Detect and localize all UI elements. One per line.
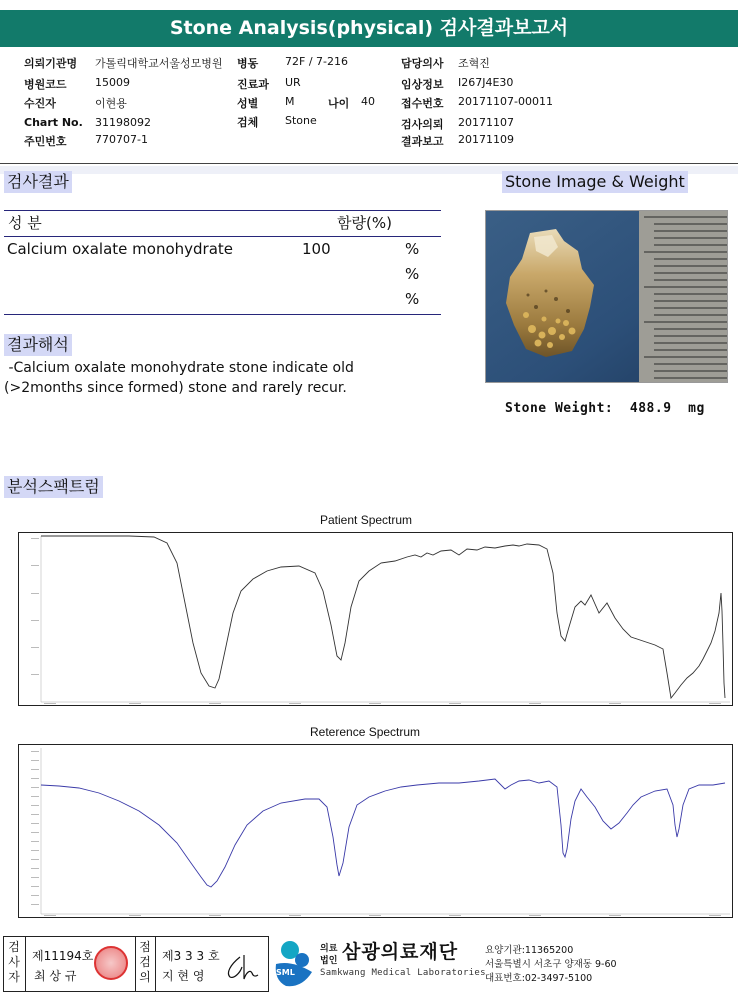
reviewer-license-no: 제3 3 3 호 bbox=[162, 949, 220, 963]
sml-logo-icon bbox=[272, 938, 316, 990]
result-amount: 100 bbox=[302, 240, 331, 258]
value-requesting-institution: 가톨릭대학교서울성모병원 bbox=[95, 57, 223, 70]
value-request-date: 20171107 bbox=[458, 116, 514, 129]
value-sex: M bbox=[285, 95, 295, 108]
org-name: 삼광의료재단 bbox=[342, 941, 459, 963]
result-component: Calcium oxalate monohydrate bbox=[7, 240, 234, 258]
divider-1 bbox=[25, 937, 26, 991]
value-doctor: 조혁진 bbox=[458, 57, 490, 70]
interpretation-line-1: -Calcium oxalate monohydrate stone indicate old bbox=[4, 360, 354, 376]
table-header-rule bbox=[4, 236, 441, 237]
label-sex: 성별 bbox=[237, 97, 259, 110]
divider-3 bbox=[155, 937, 156, 991]
value-chart-no: 31198092 bbox=[95, 116, 151, 129]
label-chart-no: Chart No. bbox=[24, 116, 83, 129]
value-specimen: Stone bbox=[285, 114, 317, 127]
value-report-date: 20171109 bbox=[458, 133, 514, 146]
header-divider bbox=[0, 163, 738, 164]
header-info bbox=[0, 0, 738, 160]
label-age: 나이 bbox=[328, 97, 350, 110]
stone-weight: Stone Weight: 488.9 mg bbox=[505, 401, 705, 416]
label-resident-no: 주민번호 bbox=[24, 135, 67, 148]
table-top-rule bbox=[4, 210, 441, 211]
reviewer-name: 지 현 영 bbox=[162, 969, 205, 983]
value-clinical-info: I267J4E30 bbox=[458, 76, 514, 89]
org-prefix-top: 의료 bbox=[320, 944, 338, 954]
org-institution-code: 요양기관:11365200 bbox=[485, 945, 574, 956]
org-address: 서울특별시 서초구 양재동 9-60 bbox=[485, 959, 617, 970]
value-resident-no: 770707-1 bbox=[95, 133, 148, 146]
label-ward: 병동 bbox=[237, 57, 259, 70]
column-header-component: 성 분 bbox=[8, 214, 42, 232]
column-header-amount: 함량(%) bbox=[337, 214, 392, 232]
org-phone: 대표번호:02-3497-5100 bbox=[485, 973, 593, 984]
value-age: 40 bbox=[361, 95, 375, 108]
result-unit: % bbox=[405, 290, 420, 308]
label-department: 진료과 bbox=[237, 78, 269, 91]
patient-spectrum-chart bbox=[18, 532, 733, 706]
inspector-name: 최 상 규 bbox=[34, 969, 77, 983]
footer bbox=[0, 928, 738, 1002]
result-unit: % bbox=[405, 240, 420, 258]
reviewer-label: 점검의 bbox=[139, 940, 151, 984]
result-unit: % bbox=[405, 265, 420, 283]
reference-spectrum-title: Reterence Spectrum bbox=[310, 725, 421, 739]
inspector-license-no: 제11194호 bbox=[32, 949, 94, 963]
patient-spectrum-plot bbox=[19, 533, 732, 705]
reviewer-signature bbox=[222, 951, 262, 985]
label-patient-name: 수진자 bbox=[24, 97, 56, 110]
label-requesting-institution: 의뢰기관명 bbox=[24, 57, 78, 70]
patient-spectrum-title: Patient Spectrum bbox=[320, 513, 413, 527]
logo-text: SML bbox=[276, 968, 295, 977]
label-report-date: 결과보고 bbox=[401, 135, 444, 148]
org-prefix-bottom: 법인 bbox=[320, 956, 338, 966]
value-hospital-code: 15009 bbox=[95, 76, 130, 89]
reference-spectrum-chart bbox=[18, 744, 733, 918]
inspector-seal bbox=[94, 946, 128, 980]
label-request-date: 검사의뢰 bbox=[401, 118, 444, 131]
report-title: Stone Analysis(physical) 검사결과보고서 bbox=[0, 10, 738, 47]
value-receipt-no: 20171107-00011 bbox=[458, 95, 553, 108]
label-specimen: 검체 bbox=[237, 116, 259, 129]
table-bottom-rule bbox=[4, 314, 441, 315]
label-receipt-no: 접수번호 bbox=[401, 97, 444, 110]
value-ward: 72F / 7-216 bbox=[285, 55, 348, 68]
interpretation-section-title: 결과해석 bbox=[4, 334, 72, 356]
label-clinical-info: 임상정보 bbox=[401, 78, 444, 91]
stone-photo-graphic bbox=[486, 211, 728, 383]
signature-box bbox=[3, 936, 269, 992]
value-department: UR bbox=[285, 76, 301, 89]
divider-2 bbox=[135, 937, 136, 991]
inspector-label: 검사자 bbox=[8, 940, 20, 984]
stone-photo bbox=[485, 210, 728, 383]
reference-spectrum-plot bbox=[19, 745, 732, 917]
label-doctor: 담당의사 bbox=[401, 57, 444, 70]
org-name-english: Samkwang Medical Laboratories bbox=[320, 968, 486, 978]
stone-section-title: Stone Image & Weight bbox=[502, 171, 688, 193]
spectrum-section-title: 분석스팩트럼 bbox=[4, 476, 103, 498]
value-patient-name: 이현용 bbox=[95, 97, 127, 110]
label-hospital-code: 병원코드 bbox=[24, 78, 67, 91]
results-section-title: 검사결과 bbox=[4, 171, 72, 193]
interpretation-line-2: (>2months since formed) stone and rarely recur. bbox=[4, 380, 347, 396]
